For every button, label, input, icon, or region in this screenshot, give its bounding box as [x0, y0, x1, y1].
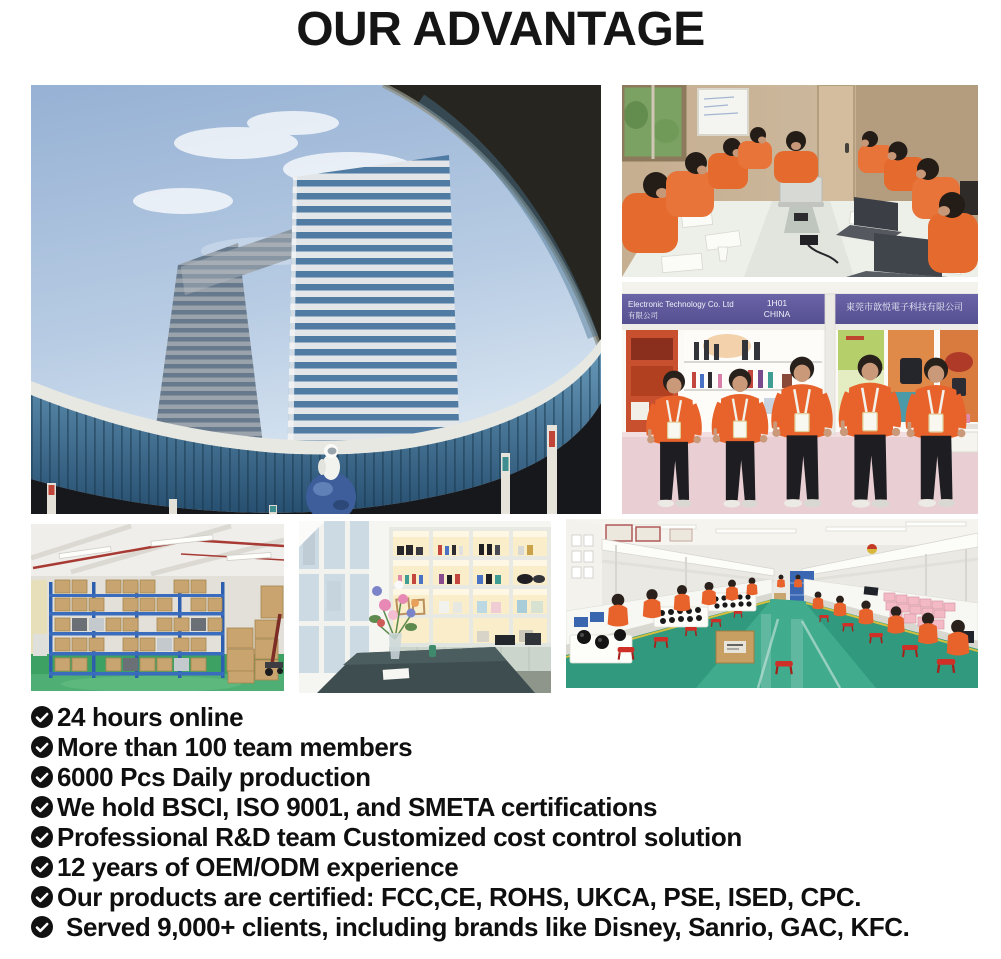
showroom-photo-graphic — [299, 521, 551, 693]
check-circle-icon — [30, 885, 54, 909]
page-title: OUR ADVANTAGE — [296, 3, 705, 56]
meeting-room-photo — [622, 85, 978, 277]
banner-booth-number: 1H01 — [766, 298, 788, 308]
advantage-text: 12 years of OEM/ODM experience — [57, 851, 459, 882]
meeting-photo-graphic — [622, 85, 978, 277]
building-photo — [31, 85, 601, 514]
door — [818, 85, 854, 207]
check-circle-icon — [30, 735, 54, 759]
showroom-photo — [299, 521, 551, 693]
storage-rack — [49, 580, 225, 678]
advantage-text: Served 9,000+ clients, including brands like Disney, Sanrio, GAC, KFC. — [66, 911, 910, 942]
banner-company-en: Electronic Technology Co. Ltd — [628, 300, 734, 309]
banner-company-cn: 東莞市歆悦電子科技有限公司 — [846, 302, 964, 312]
warehouse-photo — [31, 524, 284, 691]
advantage-item-hours — [30, 702, 910, 732]
advantage-text: More than 100 team members — [57, 731, 413, 762]
advantage-text: 6000 Pcs Daily production — [57, 761, 371, 792]
banner-country: CHINA — [763, 309, 791, 319]
advantage-list — [30, 702, 910, 942]
check-circle-icon — [30, 825, 54, 849]
advantage-item-rd-team — [30, 822, 910, 852]
check-circle-icon — [30, 915, 54, 939]
check-circle-icon — [30, 855, 54, 879]
advantage-text: We hold BSCI, ISO 9001, and SMETA certifications — [57, 791, 658, 822]
advantage-text: Our products are certified: FCC,CE, ROHS, UKCA, PSE, ISED, CPC. — [57, 881, 862, 912]
whiteboard — [698, 89, 748, 135]
production-photo-graphic — [566, 519, 978, 688]
trade-photo-graphic — [622, 282, 978, 514]
warehouse-photo-graphic — [31, 524, 284, 691]
trade-show-photo — [622, 282, 978, 514]
production-line-photo — [566, 519, 978, 688]
advantage-item-experience — [30, 852, 910, 882]
advantage-item-certified-products — [30, 882, 910, 912]
check-circle-icon — [30, 795, 54, 819]
window — [622, 85, 684, 159]
window-wall — [299, 521, 369, 673]
banner-company-suffix: 有限公司 — [628, 311, 658, 320]
advantage-text: 24 hours online — [57, 701, 244, 732]
carton-box — [716, 631, 754, 663]
check-circle-icon — [30, 705, 54, 729]
advantage-item-team — [30, 732, 910, 762]
advantage-item-production — [30, 762, 910, 792]
building-photo-graphic — [31, 85, 601, 514]
advantage-item-clients — [30, 912, 910, 942]
advantage-item-certifications — [30, 792, 910, 822]
trade-banner — [622, 294, 978, 324]
advantage-text: Professional R&D team Customized cost control solution — [57, 821, 742, 852]
check-circle-icon — [30, 765, 54, 789]
